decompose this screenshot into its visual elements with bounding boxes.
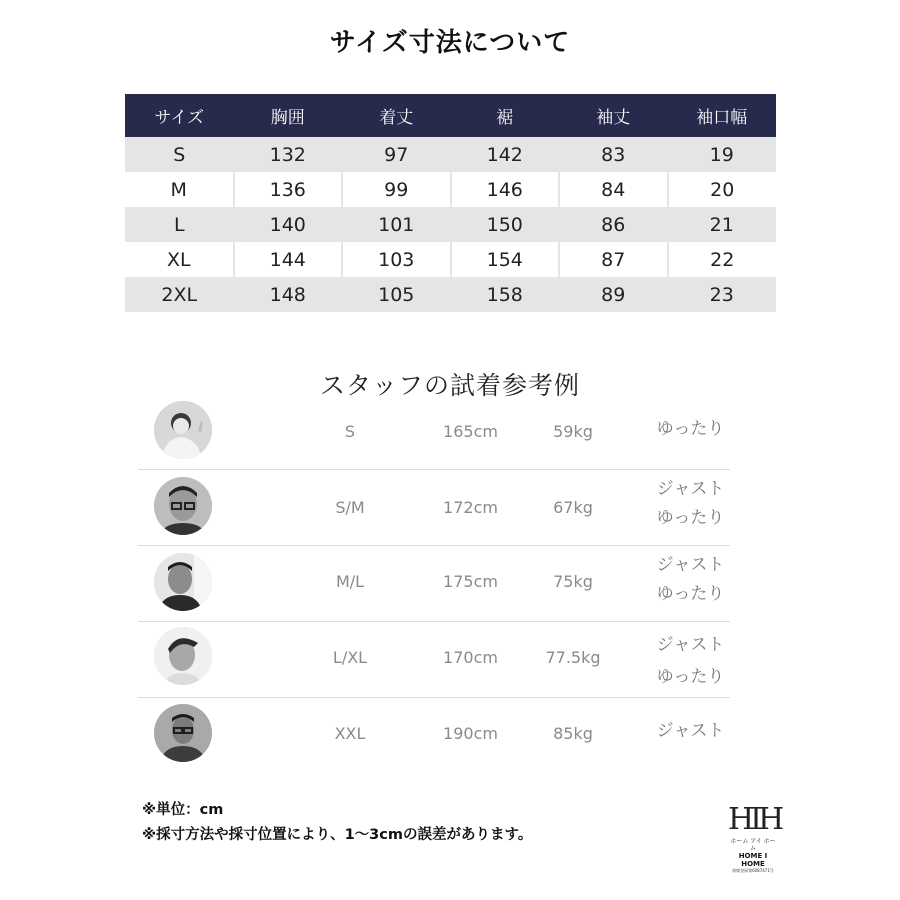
logo-mark: HIH <box>728 802 781 837</box>
header-size: サイズ <box>125 94 234 137</box>
table-cell: 154 <box>451 242 560 277</box>
staff-section-title: スタッフの試着参考例 <box>319 371 580 400</box>
table-cell: 158 <box>451 277 560 312</box>
table-cell: 132 <box>234 137 343 172</box>
table-cell: 142 <box>451 137 560 172</box>
table-cell: 140 <box>234 207 343 242</box>
table-cell: 150 <box>451 207 560 242</box>
staff-height: 175cm <box>443 572 498 591</box>
table-row <box>125 172 776 207</box>
table-cell: 19 <box>668 137 777 172</box>
staff-size: S <box>344 422 356 441</box>
staff-height: 172cm <box>443 498 498 517</box>
staff-fit <box>638 475 743 533</box>
staff-fit-line: ジャスト <box>656 721 725 741</box>
table-cell: 87 <box>559 242 668 277</box>
staff-fit <box>638 717 743 746</box>
table-cell: L <box>125 207 234 242</box>
staff-fit-line: ジャスト <box>656 479 725 499</box>
staff-row <box>138 697 730 773</box>
staff-avatar <box>154 704 212 762</box>
header-chest: 胸囲 <box>234 94 343 137</box>
table-cell: 22 <box>668 242 777 277</box>
person-photo-icon <box>154 704 212 762</box>
staff-height: 170cm <box>443 648 498 667</box>
table-cell: 148 <box>234 277 343 312</box>
table-cell: 83 <box>559 137 668 172</box>
staff-weight: 75kg <box>553 572 593 591</box>
note-error-margin: ※採寸方法や採寸位置により、1～3cmの誤差があります。 <box>142 827 533 843</box>
table-cell: XL <box>125 242 234 277</box>
note-unit: ※単位：cm <box>142 802 224 818</box>
notes <box>142 798 532 848</box>
staff-row <box>138 469 730 546</box>
staff-weight: 85kg <box>553 724 593 743</box>
staff-fit-line: ゆったり <box>656 508 725 528</box>
staff-fit <box>638 551 743 609</box>
table-row <box>125 277 776 312</box>
staff-fit-line: ゆったり <box>656 584 725 604</box>
brand-logo <box>728 802 781 874</box>
table-cell: 2XL <box>125 277 234 312</box>
table-cell: 97 <box>342 137 451 172</box>
person-photo-icon <box>154 401 212 459</box>
header-hem: 裾 <box>451 94 560 137</box>
table-cell: 105 <box>342 277 451 312</box>
table-row <box>125 137 776 172</box>
staff-avatar <box>154 627 212 685</box>
table-cell: 146 <box>451 172 560 207</box>
person-photo-icon <box>154 627 212 685</box>
staff-size: M/L <box>335 572 365 591</box>
staff-weight: 77.5kg <box>545 648 601 667</box>
logo-kana: ホーム アイ ホーム <box>730 838 776 852</box>
staff-avatar <box>154 553 212 611</box>
table-cell: 86 <box>559 207 668 242</box>
page-title: サイズ寸法について <box>329 28 571 58</box>
staff-avatar <box>154 401 212 459</box>
staff-weight: 59kg <box>553 422 593 441</box>
table-cell: 99 <box>342 172 451 207</box>
header-cuff: 袖口幅 <box>668 94 777 137</box>
staff-height: 165cm <box>443 422 498 441</box>
table-cell: 89 <box>559 277 668 312</box>
staff-row <box>138 545 730 622</box>
size-table-header-row <box>125 94 776 137</box>
staff-row <box>138 393 730 470</box>
staff-height: 190cm <box>443 724 498 743</box>
staff-fit-line: ジャスト <box>656 555 725 575</box>
table-cell: 136 <box>234 172 343 207</box>
table-cell: M <box>125 172 234 207</box>
table-cell: 101 <box>342 207 451 242</box>
staff-weight: 67kg <box>553 498 593 517</box>
size-table <box>125 94 776 312</box>
table-cell: 84 <box>559 172 668 207</box>
logo-name: HOME I HOME <box>738 852 768 868</box>
staff-size: XXL <box>334 724 366 743</box>
staff-avatar <box>154 477 212 535</box>
person-photo-icon <box>154 553 212 611</box>
header-length: 着丈 <box>342 94 451 137</box>
table-row <box>125 242 776 277</box>
table-cell: 21 <box>668 207 777 242</box>
staff-row <box>138 621 730 698</box>
table-cell: S <box>125 137 234 172</box>
table-cell: 144 <box>234 242 343 277</box>
table-row <box>125 207 776 242</box>
table-cell: 103 <box>342 242 451 277</box>
table-cell: 23 <box>668 277 777 312</box>
table-cell: 20 <box>668 172 777 207</box>
staff-fit-line: ゆったり <box>656 667 725 687</box>
staff-fit-line: ゆったり <box>656 419 725 439</box>
staff-fit-line: ジャスト <box>656 635 725 655</box>
staff-size: S/M <box>335 498 365 517</box>
person-photo-icon <box>154 477 212 535</box>
staff-fit <box>638 629 743 693</box>
staff-size: L/XL <box>332 648 368 667</box>
staff-fit <box>638 415 743 444</box>
logo-registration: 商標登録第6087471号 <box>732 868 774 873</box>
header-sleeve: 袖丈 <box>559 94 668 137</box>
